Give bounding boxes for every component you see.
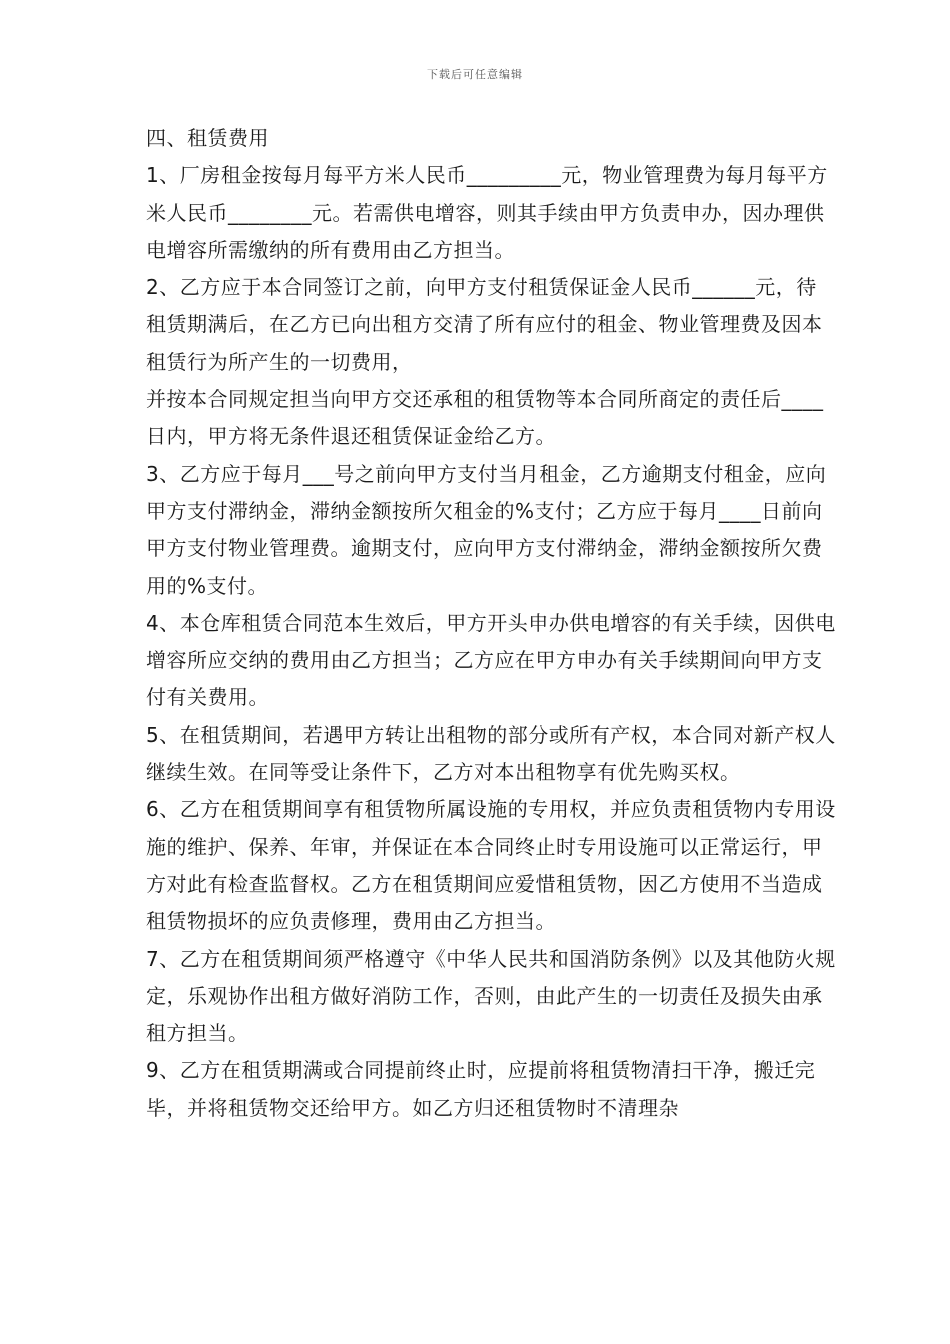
clause-2-continued: 并按本合同规定担当向甲方交还承租的租赁物等本合同所商定的责任后____日内，甲方将无条件退还租赁保证金给乙方。 [146, 387, 824, 449]
section-title: 四、租赁费用 [146, 126, 269, 150]
clause-7: 7、乙方在租赁期间须严格遵守《中华人民共和国消防条例》以及其他防火规定，乐观协作出租方做好消防工作，否则，由此产生的一切责任及损失由承租方担当。 [146, 946, 836, 1046]
clause-3: 3、乙方应于每月___号之前向甲方支付当月租金，乙方逾期支付租金，应向甲方支付滞纳金，滞纳金额按所欠租金的%支付；乙方应于每月____日前向甲方支付物业管理费。逾期支付，应向甲方支付滞纳金，滞纳金额按所欠费用的%支付。 [146, 461, 827, 598]
header-note: 下载后可任意编辑 [427, 68, 523, 81]
clause-9: 9、乙方在租赁期满或合同提前终止时，应提前将租赁物清扫干净，搬迁完毕，并将租赁物交还给甲方。如乙方归还租赁物时不清理杂 [146, 1058, 816, 1120]
clause-4: 4、本仓库租赁合同范本生效后，甲方开头申办供电增容的有关手续，因供电增容所应交纳的费用由乙方担当；乙方应在甲方申办有关手续期间向甲方支付有关费用。 [146, 610, 836, 710]
clause-6: 6、乙方在租赁期间享有租赁物所属设施的专用权，并应负责租赁物内专用设施的维护、保养、年审，并保证在本合同终止时专用设施可以正常运行，甲方对此有检查监督权。乙方在租赁期间应爱惜租赁物，因乙方使用不当造成租赁物损坏的应负责修理，费用由乙方担当。 [146, 797, 836, 934]
clause-5: 5、在租赁期间，若遇甲方转让出租物的部分或所有产权，本合同对新产权人继续生效。在同等受让条件下，乙方对本出租物享有优先购买权。 [146, 722, 836, 785]
document-body [146, 120, 836, 1127]
clause-2: 2、乙方应于本合同签订之前，向甲方支付租赁保证金人民币______元，待租赁期满后，在乙方已向出租方交清了所有应付的租金、物业管理费及因本租赁行为所产生的一切费用， [146, 275, 823, 374]
clause-1: 1、厂房租金按每月每平方米人民币_________元，物业管理费为每月每平方米人民币________元。若需供电增容，则其手续由甲方负责申办，因办理供电增容所需缴纳的所有费用由乙方担当。 [146, 163, 828, 262]
